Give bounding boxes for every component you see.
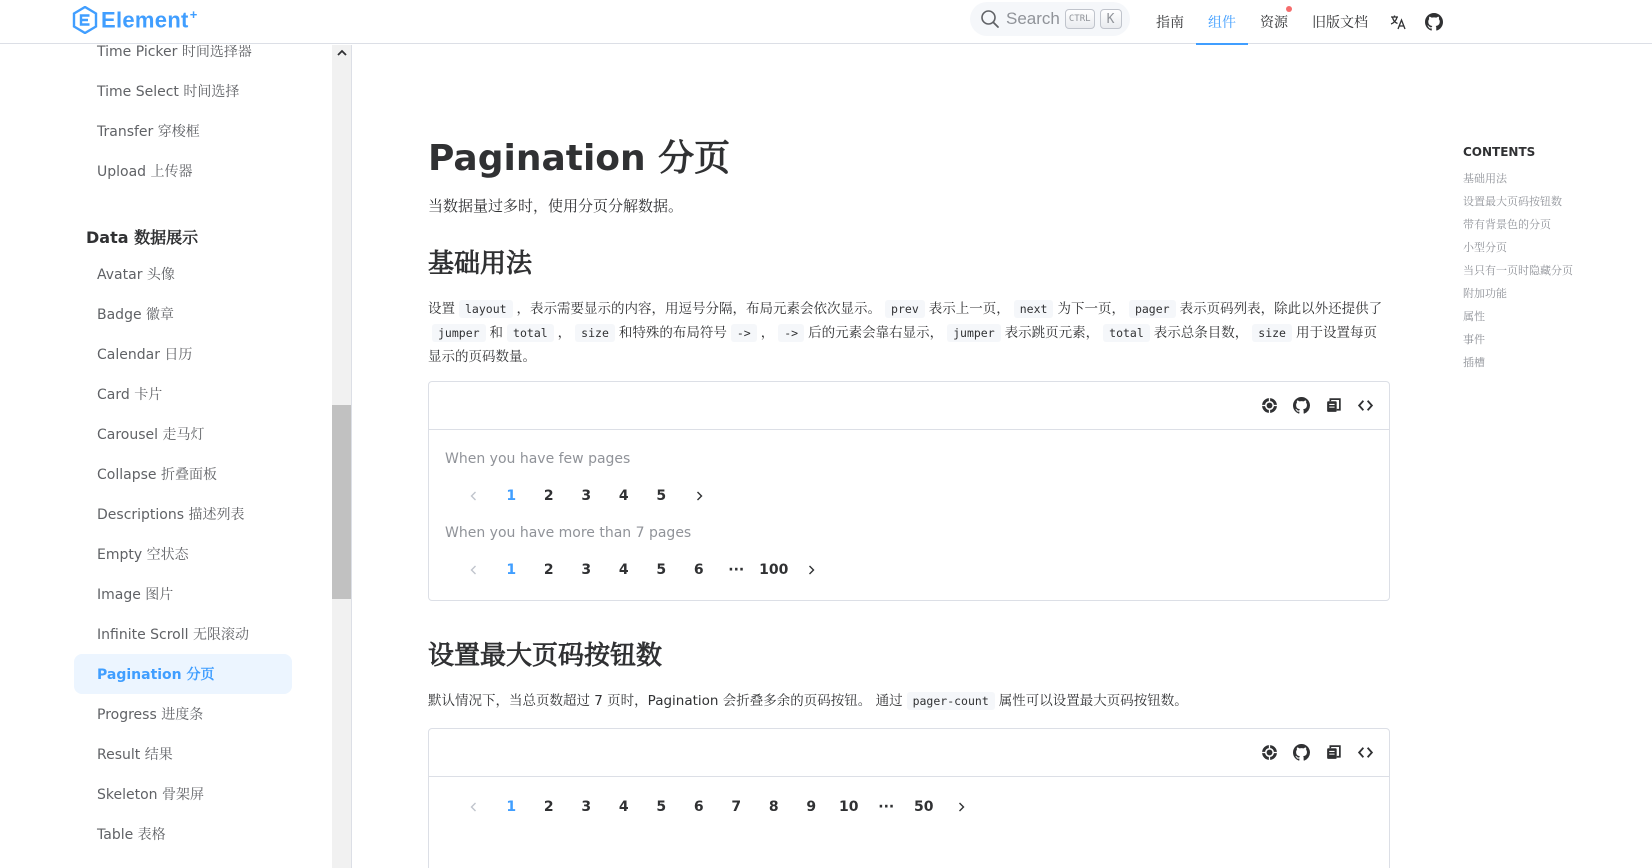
view-source-button[interactable] [1355,396,1375,416]
sidebar-item-pagination[interactable]: Pagination 分页 [74,654,292,694]
chevron-right-icon [693,490,705,502]
toc-item-attributes[interactable]: 属性 [1463,310,1485,323]
demo-caption-many: When you have more than 7 pages [445,525,692,541]
main-content [353,45,1443,868]
page-description: 当数据量过多时，使用分页分解数据。 [428,197,684,215]
github-icon [1293,744,1310,761]
sidebar-group-data: Data 数据展示 [86,228,199,247]
chevron-left-icon [468,801,480,813]
github-icon [1425,13,1443,31]
page-number[interactable]: 5 [656,488,667,504]
prev-page-button[interactable] [455,554,493,586]
sidebar-item-table[interactable]: Table 表格 [97,827,166,843]
page-number[interactable]: 8 [768,799,779,815]
search-placeholder: Search [1006,9,1060,28]
prev-page-button[interactable] [455,791,493,823]
sidebar-item-upload[interactable]: Upload 上传器 [97,164,193,180]
playground-icon [1261,397,1278,414]
copy-code-button[interactable] [1323,396,1343,416]
copy-icon [1325,744,1342,761]
page-number[interactable]: 1 [506,562,517,578]
section-title-pager-count: 设置最大页码按钮数 [428,641,663,671]
element-plus-logo[interactable] [72,4,198,36]
chevron-left-icon [468,564,480,576]
nav-resource[interactable] [1248,0,1300,44]
page-number[interactable]: 4 [618,562,629,578]
translate-icon [1389,13,1407,31]
page-number[interactable]: 4 [618,488,629,504]
playground-icon [1261,744,1278,761]
top-header [0,0,1652,44]
page-title: Pagination 分页 [428,138,731,179]
playground-button[interactable] [1259,743,1279,763]
sidebar-item-time-select[interactable]: Time Select 时间选择 [97,84,240,100]
toc-item-small[interactable]: 小型分页 [1463,241,1507,254]
demo-body [429,430,1389,602]
prev-page-button[interactable] [455,480,493,512]
github-source-button[interactable] [1291,743,1311,763]
page-number[interactable]: 6 [693,799,704,815]
toc-item-pager-count[interactable]: 设置最大页码按钮数 [1463,195,1562,208]
search-icon [980,9,1000,29]
sidebar-item-empty[interactable]: Empty 空状态 [97,547,189,563]
toc-item-more-elements[interactable]: 附加功能 [1463,287,1507,300]
toc-item-hide-single[interactable]: 当只有一页时隐藏分页 [1463,264,1573,277]
page-number[interactable]: 5 [656,799,667,815]
page-number[interactable]: 3 [581,488,592,504]
logo-hex-icon [72,6,98,34]
sidebar-item-result[interactable]: Result 结果 [97,747,173,763]
demo-toolbar [429,382,1389,430]
page-number[interactable]: 5 [656,562,667,578]
nav-legacy-docs[interactable]: 旧版文档 [1312,15,1368,31]
top-nav [1144,0,1452,44]
page-number[interactable]: 2 [543,488,554,504]
next-page-button[interactable] [680,480,718,512]
chevron-up-icon [336,47,348,59]
section-basic-description: 设置 layout ，表示需要显示的内容，用逗号分隔，布局元素会依次显示。 prev 表示上一页， next 为下一页， pager 表示页码列表，除此以外还提供了jumper 和 total ， size 和特殊的布局符号 -> ， -> 后的元素会靠右显示， jumper 表示跳页元素， total 表示总条目数， size 用于设置每页显示的页码数量。 [428,301,1383,365]
sidebar-item-badge[interactable]: Badge 徽章 [97,307,175,323]
view-source-button[interactable] [1355,743,1375,763]
page-number[interactable]: 1 [506,799,517,815]
toc-item-basic[interactable]: 基础用法 [1463,172,1507,185]
code-icon [1357,744,1374,761]
page-number[interactable]: 100 [759,562,789,578]
page-number[interactable]: 2 [543,799,554,815]
demo-block-basic [428,381,1390,601]
section-pager-count-description: 默认情况下，当总页数超过 7 页时，Pagination 会折叠多余的页码按钮。 通过 pager-count 属性可以设置最大页码按钮数。 [428,693,1188,709]
sidebar-scrollbar-thumb[interactable] [332,405,352,599]
code-icon [1357,397,1374,414]
sidebar-item-collapse[interactable]: Collapse 折叠面板 [97,467,217,483]
page-number[interactable]: 3 [581,799,592,815]
demo-body [429,777,1389,839]
chevron-right-icon [955,801,967,813]
page-number[interactable]: 7 [731,799,742,815]
sidebar-item-carousel[interactable]: Carousel 走马灯 [97,427,205,443]
page-number[interactable]: 6 [693,562,704,578]
playground-button[interactable] [1259,396,1279,416]
page-number[interactable]: 2 [543,562,554,578]
more-pages-ellipsis[interactable]: ··· [878,799,895,815]
copy-code-button[interactable] [1323,743,1343,763]
page-number[interactable]: 4 [618,799,629,815]
toc-item-background[interactable]: 带有背景色的分页 [1463,218,1551,231]
chevron-left-icon [468,490,480,502]
pagination-pager-count [445,783,1373,831]
nav-guide[interactable]: 指南 [1156,15,1184,31]
search-button[interactable] [970,2,1130,36]
sidebar-item-card[interactable]: Card 卡片 [97,387,163,403]
github-source-button[interactable] [1291,396,1311,416]
sidebar-item-progress[interactable]: Progress 进度条 [97,707,204,723]
nav-resource-label: 资源 [1260,15,1288,31]
demo-toolbar [429,729,1389,777]
sidebar-item-avatar[interactable]: Avatar 头像 [97,267,175,283]
page-number[interactable]: 3 [581,562,592,578]
sidebar-item-image[interactable]: Image 图片 [97,587,174,603]
toc-item-slots[interactable]: 插槽 [1463,356,1485,369]
demo-block-pager-count [428,728,1390,868]
kbd-ctrl: CTRL [1065,9,1095,29]
sidebar-item-skeleton[interactable]: Skeleton 骨架屏 [97,787,204,803]
toc-item-events[interactable]: 事件 [1463,333,1485,346]
sidebar-item-descriptions[interactable]: Descriptions 描述列表 [97,507,245,523]
language-switch[interactable] [1380,0,1416,44]
sidebar-item-transfer[interactable]: Transfer 穿梭框 [97,124,200,140]
toc-title: CONTENTS [1463,145,1536,159]
next-page-button[interactable] [793,554,831,586]
more-pages-ellipsis[interactable]: ··· [728,562,745,578]
sidebar-item-infinite-scroll[interactable]: Infinite Scroll 无限滚动 [97,627,249,643]
section-title-basic: 基础用法 [428,249,533,279]
page-number[interactable]: 1 [506,488,517,504]
copy-icon [1325,397,1342,414]
scroll-up-button[interactable] [334,45,350,61]
next-page-button[interactable] [943,791,981,823]
sidebar-item-calendar[interactable]: Calendar 日历 [97,347,193,363]
pagination-few-pages [445,472,1373,520]
github-icon [1293,397,1310,414]
page-number[interactable]: 50 [914,799,934,815]
nav-component[interactable]: 组件 [1196,0,1248,44]
pagination-many-pages [445,546,1373,594]
notification-dot [1286,6,1292,12]
table-of-contents [1463,145,1643,374]
page-number[interactable]: 10 [839,799,859,815]
chevron-right-icon [805,564,817,576]
github-link[interactable] [1416,0,1452,44]
page-number[interactable]: 9 [806,799,817,815]
sidebar-item-time-picker[interactable]: Time Picker 时间选择器 [97,45,252,60]
kbd-k: K [1100,9,1122,29]
sidebar [0,45,352,868]
logo-text: Element+ [101,6,198,33]
demo-caption-few: When you have few pages [445,451,631,467]
